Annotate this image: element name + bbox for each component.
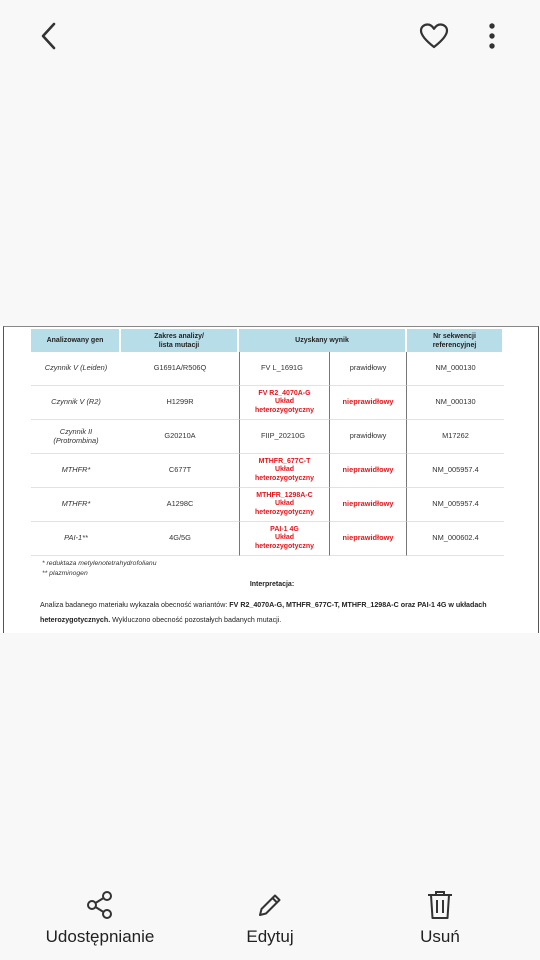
cell-reference: NM_000130 — [407, 386, 504, 420]
table-row — [31, 522, 504, 556]
table-header-row — [31, 329, 504, 352]
share-button[interactable] — [30, 888, 170, 947]
cell-reference: NM_000602.4 — [407, 522, 504, 556]
cell-result: MTHFR_677C-T Układ heterozygotyczny — [239, 454, 329, 488]
header-result: Uzyskany wynik — [239, 329, 407, 352]
cell-range: C677T — [121, 454, 239, 488]
results-table — [31, 329, 504, 556]
cell-status: prawidłowy — [329, 352, 407, 386]
cell-range: G1691A/R506Q — [121, 352, 239, 386]
cell-status: nieprawidłowy — [329, 488, 407, 522]
cell-status: nieprawidłowy — [329, 454, 407, 488]
cell-reference: NM_005957.4 — [407, 488, 504, 522]
header-reference: Nr sekwencji referencyjnej — [407, 329, 504, 352]
cell-range: G20210A — [121, 420, 239, 454]
table-row — [31, 488, 504, 522]
pencil-icon — [255, 890, 285, 920]
footnotes — [42, 559, 156, 579]
interpretation-title: Interpretacja: — [249, 581, 295, 588]
table-row — [31, 386, 504, 420]
interpretation-end: Wykluczono obecność pozostałych badanych mutacji. — [110, 616, 282, 624]
cell-gene: PAI-1** — [31, 522, 121, 556]
table-row — [31, 454, 504, 488]
cell-range: H1299R — [121, 386, 239, 420]
cell-result: PAI-1 4G Układ heterozygotyczny — [239, 522, 329, 556]
document-image[interactable] — [0, 326, 540, 633]
cell-gene: MTHFR* — [31, 454, 121, 488]
cell-reference: NM_000130 — [407, 352, 504, 386]
cell-reference: M17262 — [407, 420, 504, 454]
cell-result: MTHFR_1298A-C Układ heterozygotyczny — [239, 488, 329, 522]
interpretation-intro: Analiza badanego materiału wykazała obecność wariantów: — [40, 601, 230, 609]
cell-gene: MTHFR* — [31, 488, 121, 522]
interpretation-text — [40, 598, 510, 628]
share-icon — [85, 890, 115, 920]
favorite-button[interactable] — [412, 14, 456, 58]
interpretation-variants: FV R2_4070A-G, MTHFR_677C-T, MTHFR_1298A-C oraz PAI-1 4G w układach heterozygotycznych. — [40, 601, 487, 624]
cell-status: prawidłowy — [329, 420, 407, 454]
trash-icon — [425, 889, 455, 921]
cell-reference: NM_005957.4 — [407, 454, 504, 488]
more-options-button[interactable] — [470, 14, 514, 58]
top-bar — [0, 0, 540, 72]
heart-icon — [419, 22, 449, 50]
cell-gene: Czynnik V (R2) — [31, 386, 121, 420]
table-row — [31, 420, 504, 454]
header-range: Zakres analizy/ lista mutacji — [121, 329, 239, 352]
back-button[interactable] — [27, 14, 71, 58]
more-vertical-icon — [488, 22, 496, 50]
edit-label: Edytuj — [246, 927, 294, 946]
edit-button[interactable] — [200, 888, 340, 947]
cell-result: FV R2_4070A-G Układ heterozygotyczny — [239, 386, 329, 420]
chevron-left-icon — [37, 21, 61, 51]
header-gene: Analizowany gen — [31, 329, 121, 352]
cell-range: 4G/5G — [121, 522, 239, 556]
delete-label: Usuń — [420, 927, 460, 946]
bottom-action-bar — [0, 880, 540, 960]
table-row — [31, 352, 504, 386]
footnote: * reduktaza metylenotetrahydrofolianu — [42, 560, 157, 567]
footnote: ** plazminogen — [42, 570, 88, 577]
share-label: Udostępnianie — [45, 927, 155, 946]
cell-result: FIIP_20210G — [239, 420, 329, 454]
delete-button[interactable] — [370, 888, 510, 947]
cell-status: nieprawidłowy — [329, 522, 407, 556]
cell-gene: Czynnik II (Protrombina) — [31, 420, 121, 454]
cell-result: FV L_1691G — [239, 352, 329, 386]
cell-gene: Czynnik V (Leiden) — [31, 352, 121, 386]
cell-status: nieprawidłowy — [329, 386, 407, 420]
cell-range: A1298C — [121, 488, 239, 522]
document-page — [3, 326, 539, 633]
